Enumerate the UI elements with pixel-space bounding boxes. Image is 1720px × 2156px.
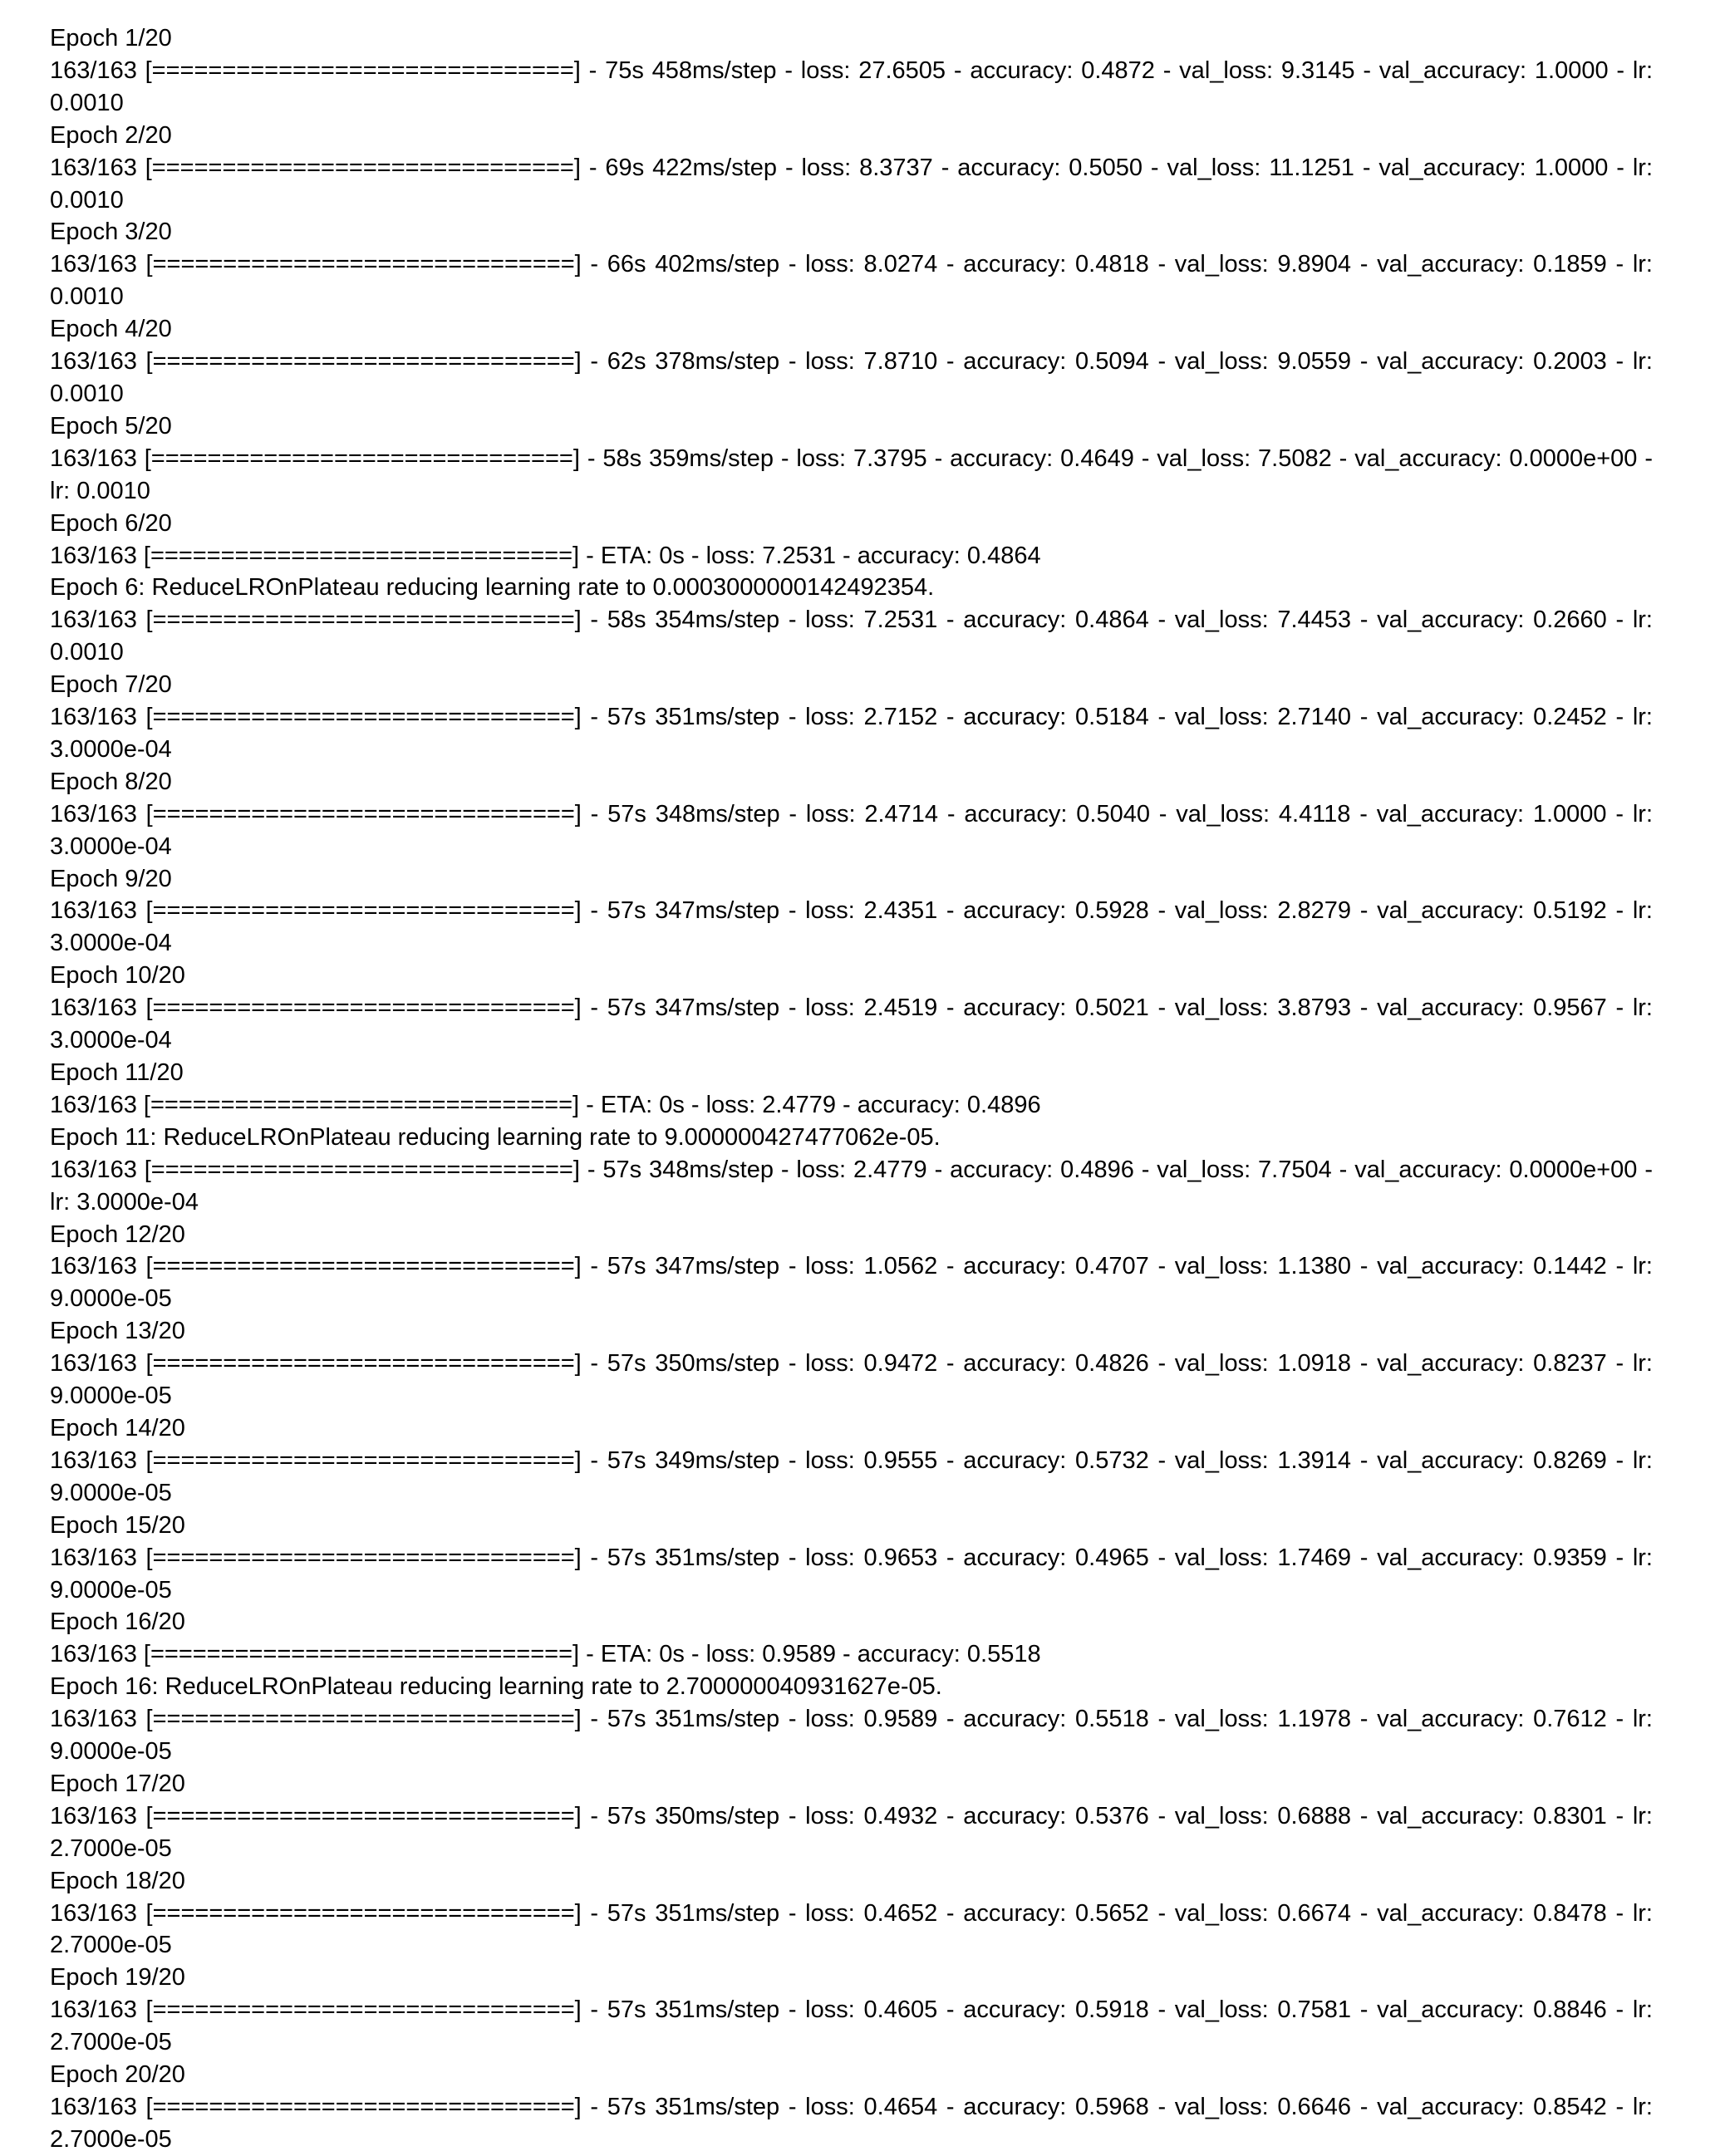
log-line: 163/163 [==============================] - ETA: 0s - loss: 0.9589 - accuracy: 0.5518	[50, 1641, 1041, 1668]
log-line: Epoch 6: ReduceLROnPlateau reducing learning rate to 0.0003000000142492354.	[50, 574, 935, 602]
log-line: 163/163 [==============================] - ETA: 0s - loss: 2.4779 - accuracy: 0.4896	[50, 1091, 1041, 1118]
log-line: Epoch 9/20	[50, 865, 172, 892]
log-line: Epoch 12/20	[50, 1220, 185, 1248]
log-line: 163/163 [==============================] - 57s 348ms/step - loss: 2.4714 - accuracy: 0.5040 - val_loss: 4.4118 - val_accuracy: 1.0000 - lr: 3.0000e-04	[50, 800, 1653, 860]
log-line: Epoch 1/20	[50, 25, 172, 52]
log-line: Epoch 15/20	[50, 1511, 185, 1539]
log-line: 163/163 [==============================] - 58s 354ms/step - loss: 7.2531 - accuracy: 0.4864 - val_loss: 7.4453 - val_accuracy: 0.2660 - lr: 0.0010	[50, 607, 1653, 666]
log-line: 163/163 [==============================] - ETA: 0s - loss: 7.2531 - accuracy: 0.4864	[50, 542, 1041, 569]
log-line: Epoch 10/20	[50, 962, 185, 990]
log-line: Epoch 16: ReduceLROnPlateau reducing learning rate to 2.700000040931627e-05.	[50, 1673, 942, 1701]
log-line: 163/163 [==============================] - 57s 349ms/step - loss: 0.9555 - accuracy: 0.5732 - val_loss: 1.3914 - val_accuracy: 0.8269 - lr: 9.0000e-05	[50, 1446, 1653, 1506]
log-line: Epoch 11: ReduceLROnPlateau reducing learning rate to 9.000000427477062e-05.	[50, 1123, 941, 1151]
log-line: Epoch 19/20	[50, 1964, 185, 1991]
log-line: 163/163 [==============================] - 57s 350ms/step - loss: 0.4932 - accuracy: 0.5376 - val_loss: 0.6888 - val_accuracy: 0.8301 - lr: 2.7000e-05	[50, 1802, 1653, 1862]
log-line: Epoch 2/20	[50, 121, 172, 149]
log-line: Epoch 3/20	[50, 219, 172, 246]
log-line: 163/163 [==============================] - 57s 348ms/step - loss: 2.4779 - accuracy: 0.4896 - val_loss: 7.7504 - val_accuracy: 0.0000e+00 - lr: 3.0000e-04	[50, 1156, 1653, 1216]
log-line: Epoch 4/20	[50, 316, 172, 343]
log-line: 163/163 [==============================] - 58s 359ms/step - loss: 7.3795 - accuracy: 0.4649 - val_loss: 7.5082 - val_accuracy: 0.0000e+00 - lr: 0.0010	[50, 444, 1653, 504]
log-line: 163/163 [==============================] - 75s 458ms/step - loss: 27.6505 - accuracy: 0.4872 - val_loss: 9.3145 - val_accuracy: 1.0000 - lr: 0.0010	[50, 56, 1653, 116]
log-line: Epoch 16/20	[50, 1608, 185, 1636]
log-line: Epoch 13/20	[50, 1318, 185, 1345]
log-line: 163/163 [==============================] - 57s 351ms/step - loss: 0.4654 - accuracy: 0.5968 - val_loss: 0.6646 - val_accuracy: 0.8542 - lr: 2.7000e-05	[50, 2094, 1653, 2153]
log-line: Epoch 7/20	[50, 671, 172, 699]
log-line: 163/163 [==============================] - 57s 347ms/step - loss: 2.4519 - accuracy: 0.5021 - val_loss: 3.8793 - val_accuracy: 0.9567 - lr: 3.0000e-04	[50, 995, 1653, 1054]
log-line: Epoch 11/20	[50, 1059, 184, 1086]
log-line: 163/163 [==============================] - 69s 422ms/step - loss: 8.3737 - accuracy: 0.5050 - val_loss: 11.1251 - val_accuracy: 1.0000 - lr: 0.0010	[50, 154, 1653, 214]
log-line: 163/163 [==============================] - 57s 351ms/step - loss: 0.9653 - accuracy: 0.4965 - val_loss: 1.7469 - val_accuracy: 0.9359 - lr: 9.0000e-05	[50, 1544, 1653, 1603]
log-line: Epoch 6/20	[50, 509, 172, 537]
log-line: Epoch 18/20	[50, 1867, 185, 1894]
log-line: 163/163 [==============================] - 57s 350ms/step - loss: 0.9472 - accuracy: 0.4826 - val_loss: 1.0918 - val_accuracy: 0.8237 - lr: 9.0000e-05	[50, 1350, 1653, 1410]
log-line: 163/163 [==============================] - 62s 378ms/step - loss: 7.8710 - accuracy: 0.5094 - val_loss: 9.0559 - val_accuracy: 0.2003 - lr: 0.0010	[50, 348, 1653, 407]
log-line: Epoch 5/20	[50, 412, 172, 440]
log-line: 163/163 [==============================] - 57s 351ms/step - loss: 0.4605 - accuracy: 0.5918 - val_loss: 0.7581 - val_accuracy: 0.8846 - lr: 2.7000e-05	[50, 1996, 1653, 2056]
log-line: 163/163 [==============================] - 57s 351ms/step - loss: 0.4652 - accuracy: 0.5652 - val_loss: 0.6674 - val_accuracy: 0.8478 - lr: 2.7000e-05	[50, 1899, 1653, 1959]
log-line: 163/163 [==============================] - 66s 402ms/step - loss: 8.0274 - accuracy: 0.4818 - val_loss: 9.8904 - val_accuracy: 0.1859 - lr: 0.0010	[50, 251, 1653, 311]
log-line: 163/163 [==============================] - 57s 351ms/step - loss: 0.9589 - accuracy: 0.5518 - val_loss: 1.1978 - val_accuracy: 0.7612 - lr: 9.0000e-05	[50, 1706, 1653, 1766]
log-line: Epoch 20/20	[50, 2061, 185, 2089]
log-line: 163/163 [==============================] - 57s 351ms/step - loss: 2.7152 - accuracy: 0.5184 - val_loss: 2.7140 - val_accuracy: 0.2452 - lr: 3.0000e-04	[50, 704, 1653, 763]
log-line: Epoch 14/20	[50, 1414, 185, 1441]
log-line: Epoch 8/20	[50, 768, 172, 795]
log-line: 163/163 [==============================] - 57s 347ms/step - loss: 2.4351 - accuracy: 0.5928 - val_loss: 2.8279 - val_accuracy: 0.5192 - lr: 3.0000e-04	[50, 897, 1653, 957]
log-line: Epoch 17/20	[50, 1770, 185, 1797]
log-line: 163/163 [==============================] - 57s 347ms/step - loss: 1.0562 - accuracy: 0.4707 - val_loss: 1.1380 - val_accuracy: 0.1442 - lr: 9.0000e-05	[50, 1253, 1653, 1313]
